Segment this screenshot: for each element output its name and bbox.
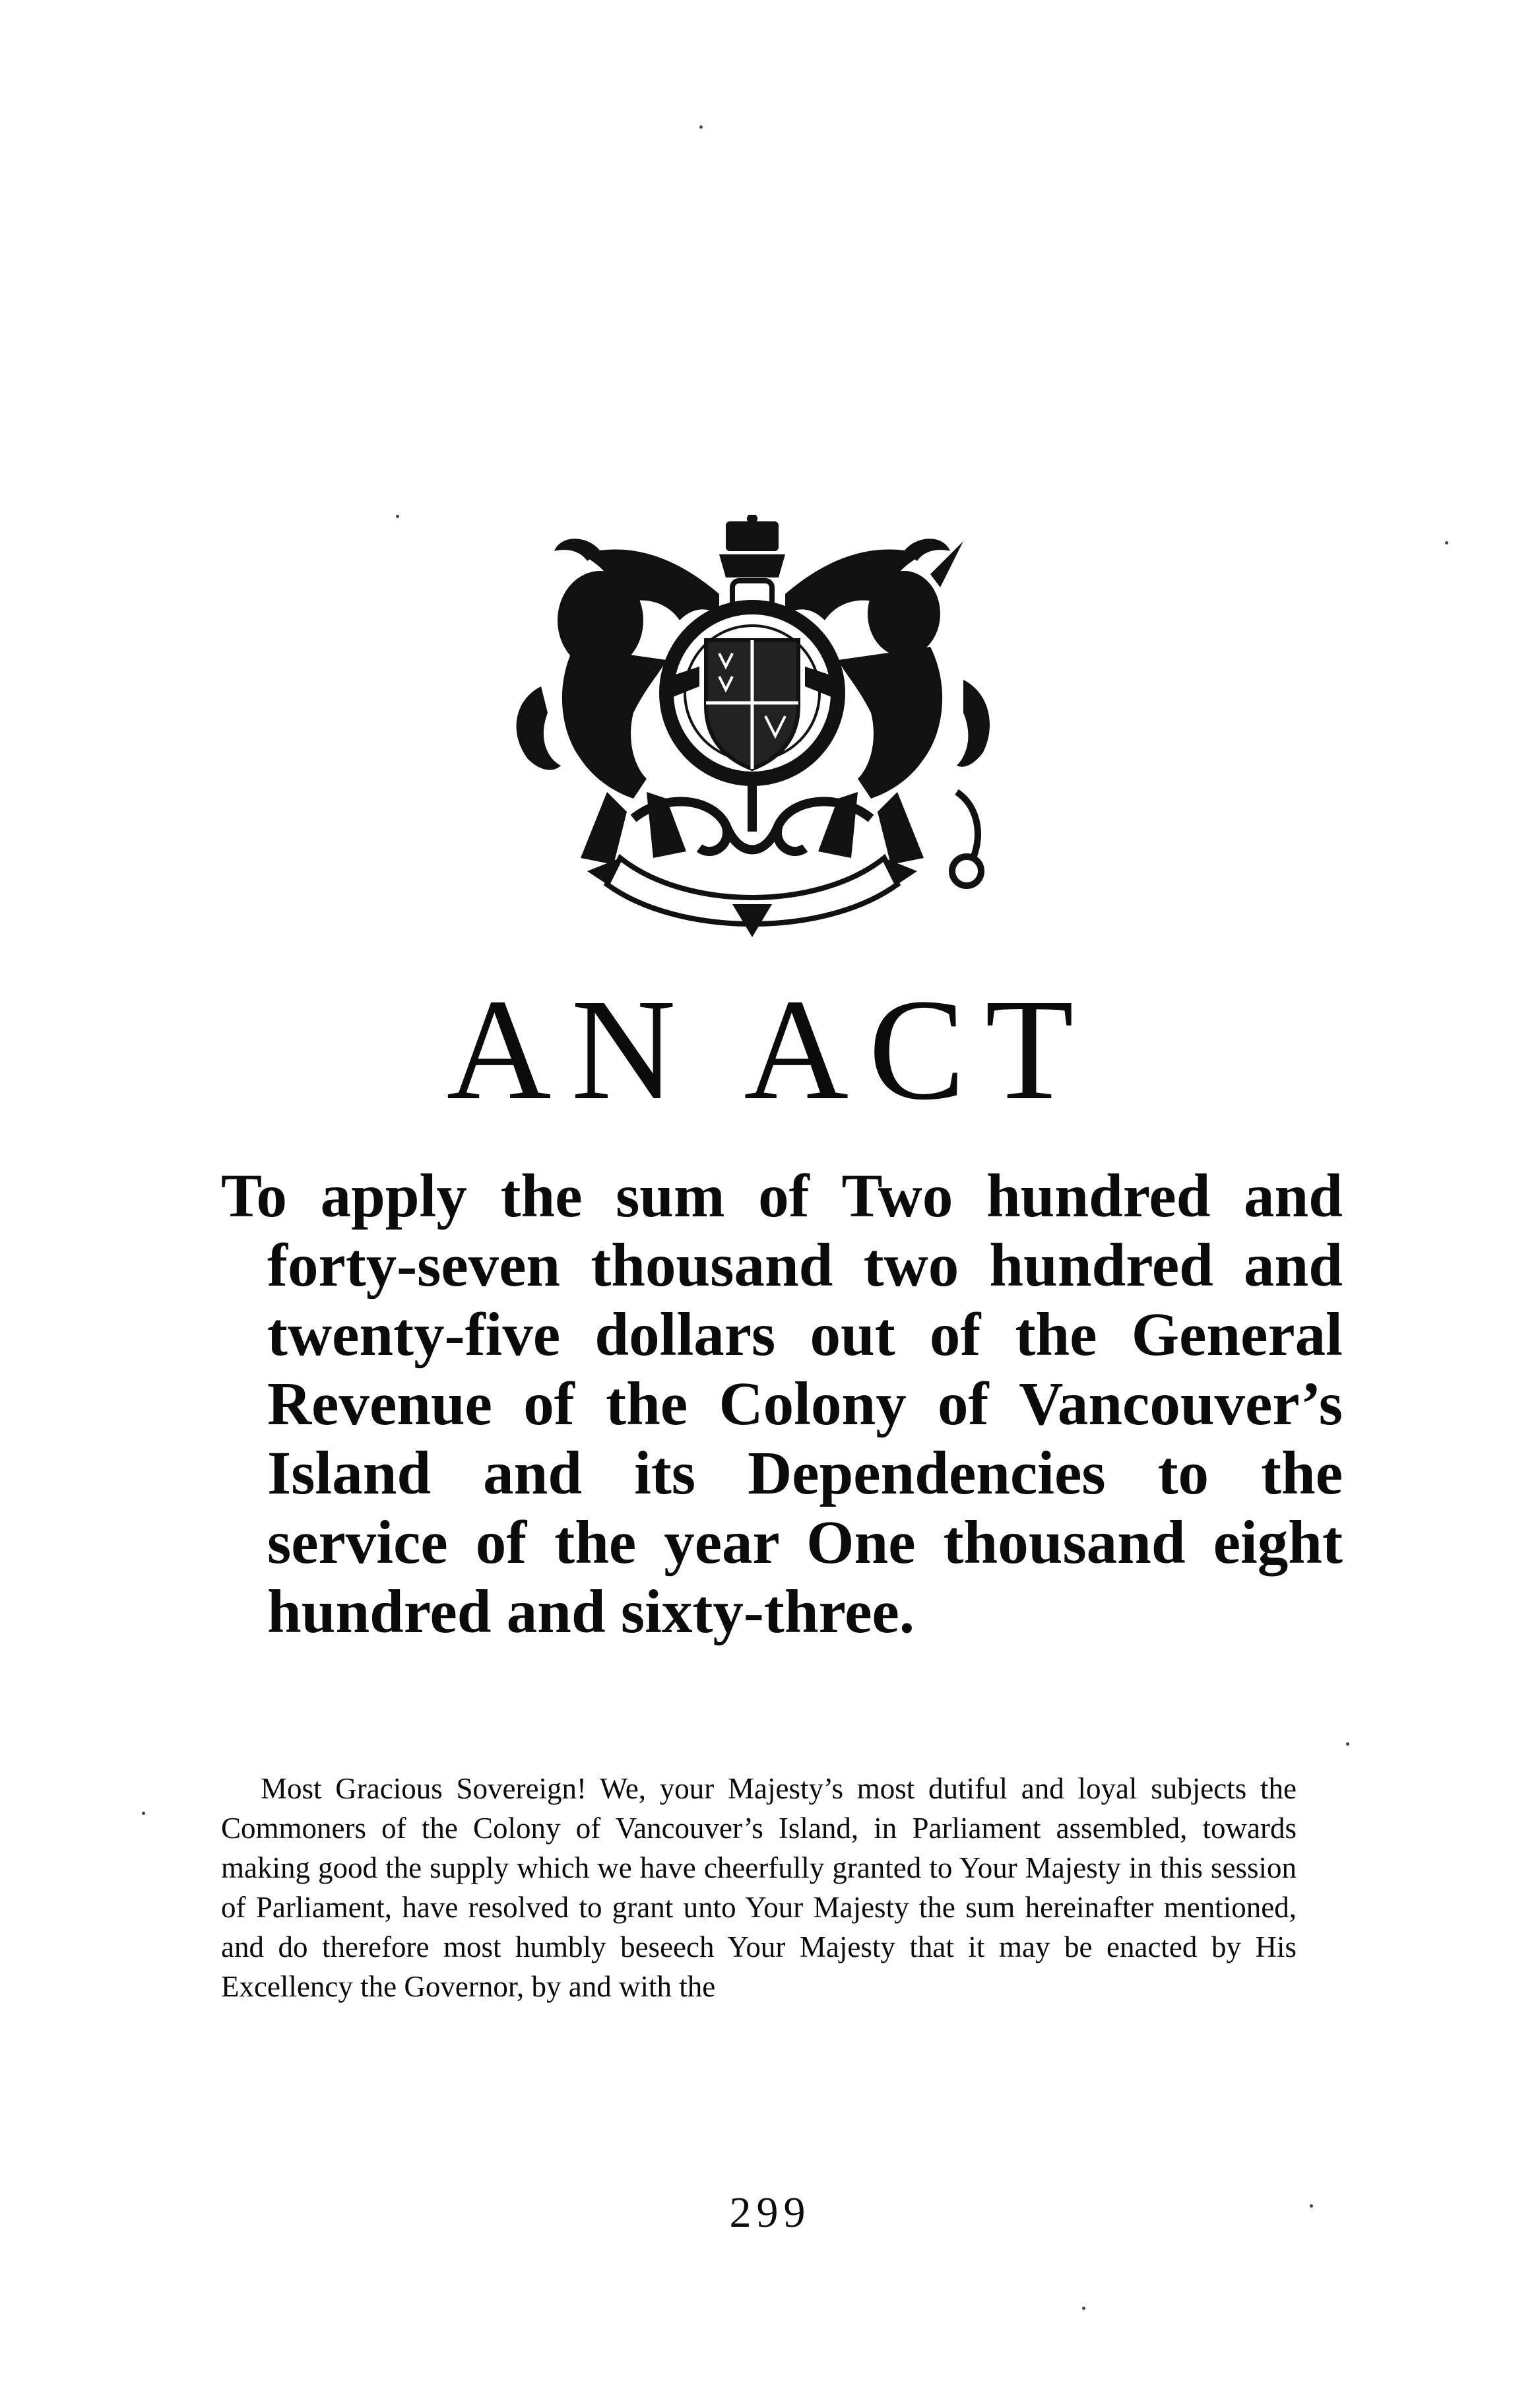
page-number: 299 xyxy=(729,2188,811,2237)
scan-speck xyxy=(396,515,399,518)
scan-speck xyxy=(142,1812,145,1815)
act-title: To apply the sum of Two hundred and forty-seven thousand two hundred and twenty-five dollars out of the General Revenue of the Colony of Vancouver’s Island and its Dependencies to the service of the year One thousand eight hundred and sixty-three. xyxy=(221,1162,1343,1646)
preamble-paragraph: Most Gracious Sovereign! We, your Majesty’s most dutiful and loyal subjects the Commoners of the Colony of Vancouver’s Island, in Parliament assembled, towards making good the supply which we have cheerfully granted to Your Majesty in this session of Parliament, have resolved to grant unto Your Majesty the sum hereinafter mentioned, and do therefore most humbly beseech Your Majesty that it may be enacted by His Excellency the Governor, by and with the xyxy=(221,1772,1297,2003)
scan-speck xyxy=(699,125,703,129)
scan-speck xyxy=(1445,541,1448,544)
scan-speck xyxy=(1082,2307,1085,2310)
motto-scroll-icon xyxy=(587,858,917,937)
scan-speck xyxy=(1346,1742,1349,1746)
garter-shield-icon xyxy=(666,607,838,779)
act-heading: AN ACT xyxy=(446,969,1094,1130)
royal-coat-of-arms-icon xyxy=(501,515,1003,950)
crest-crown-icon xyxy=(719,515,785,607)
